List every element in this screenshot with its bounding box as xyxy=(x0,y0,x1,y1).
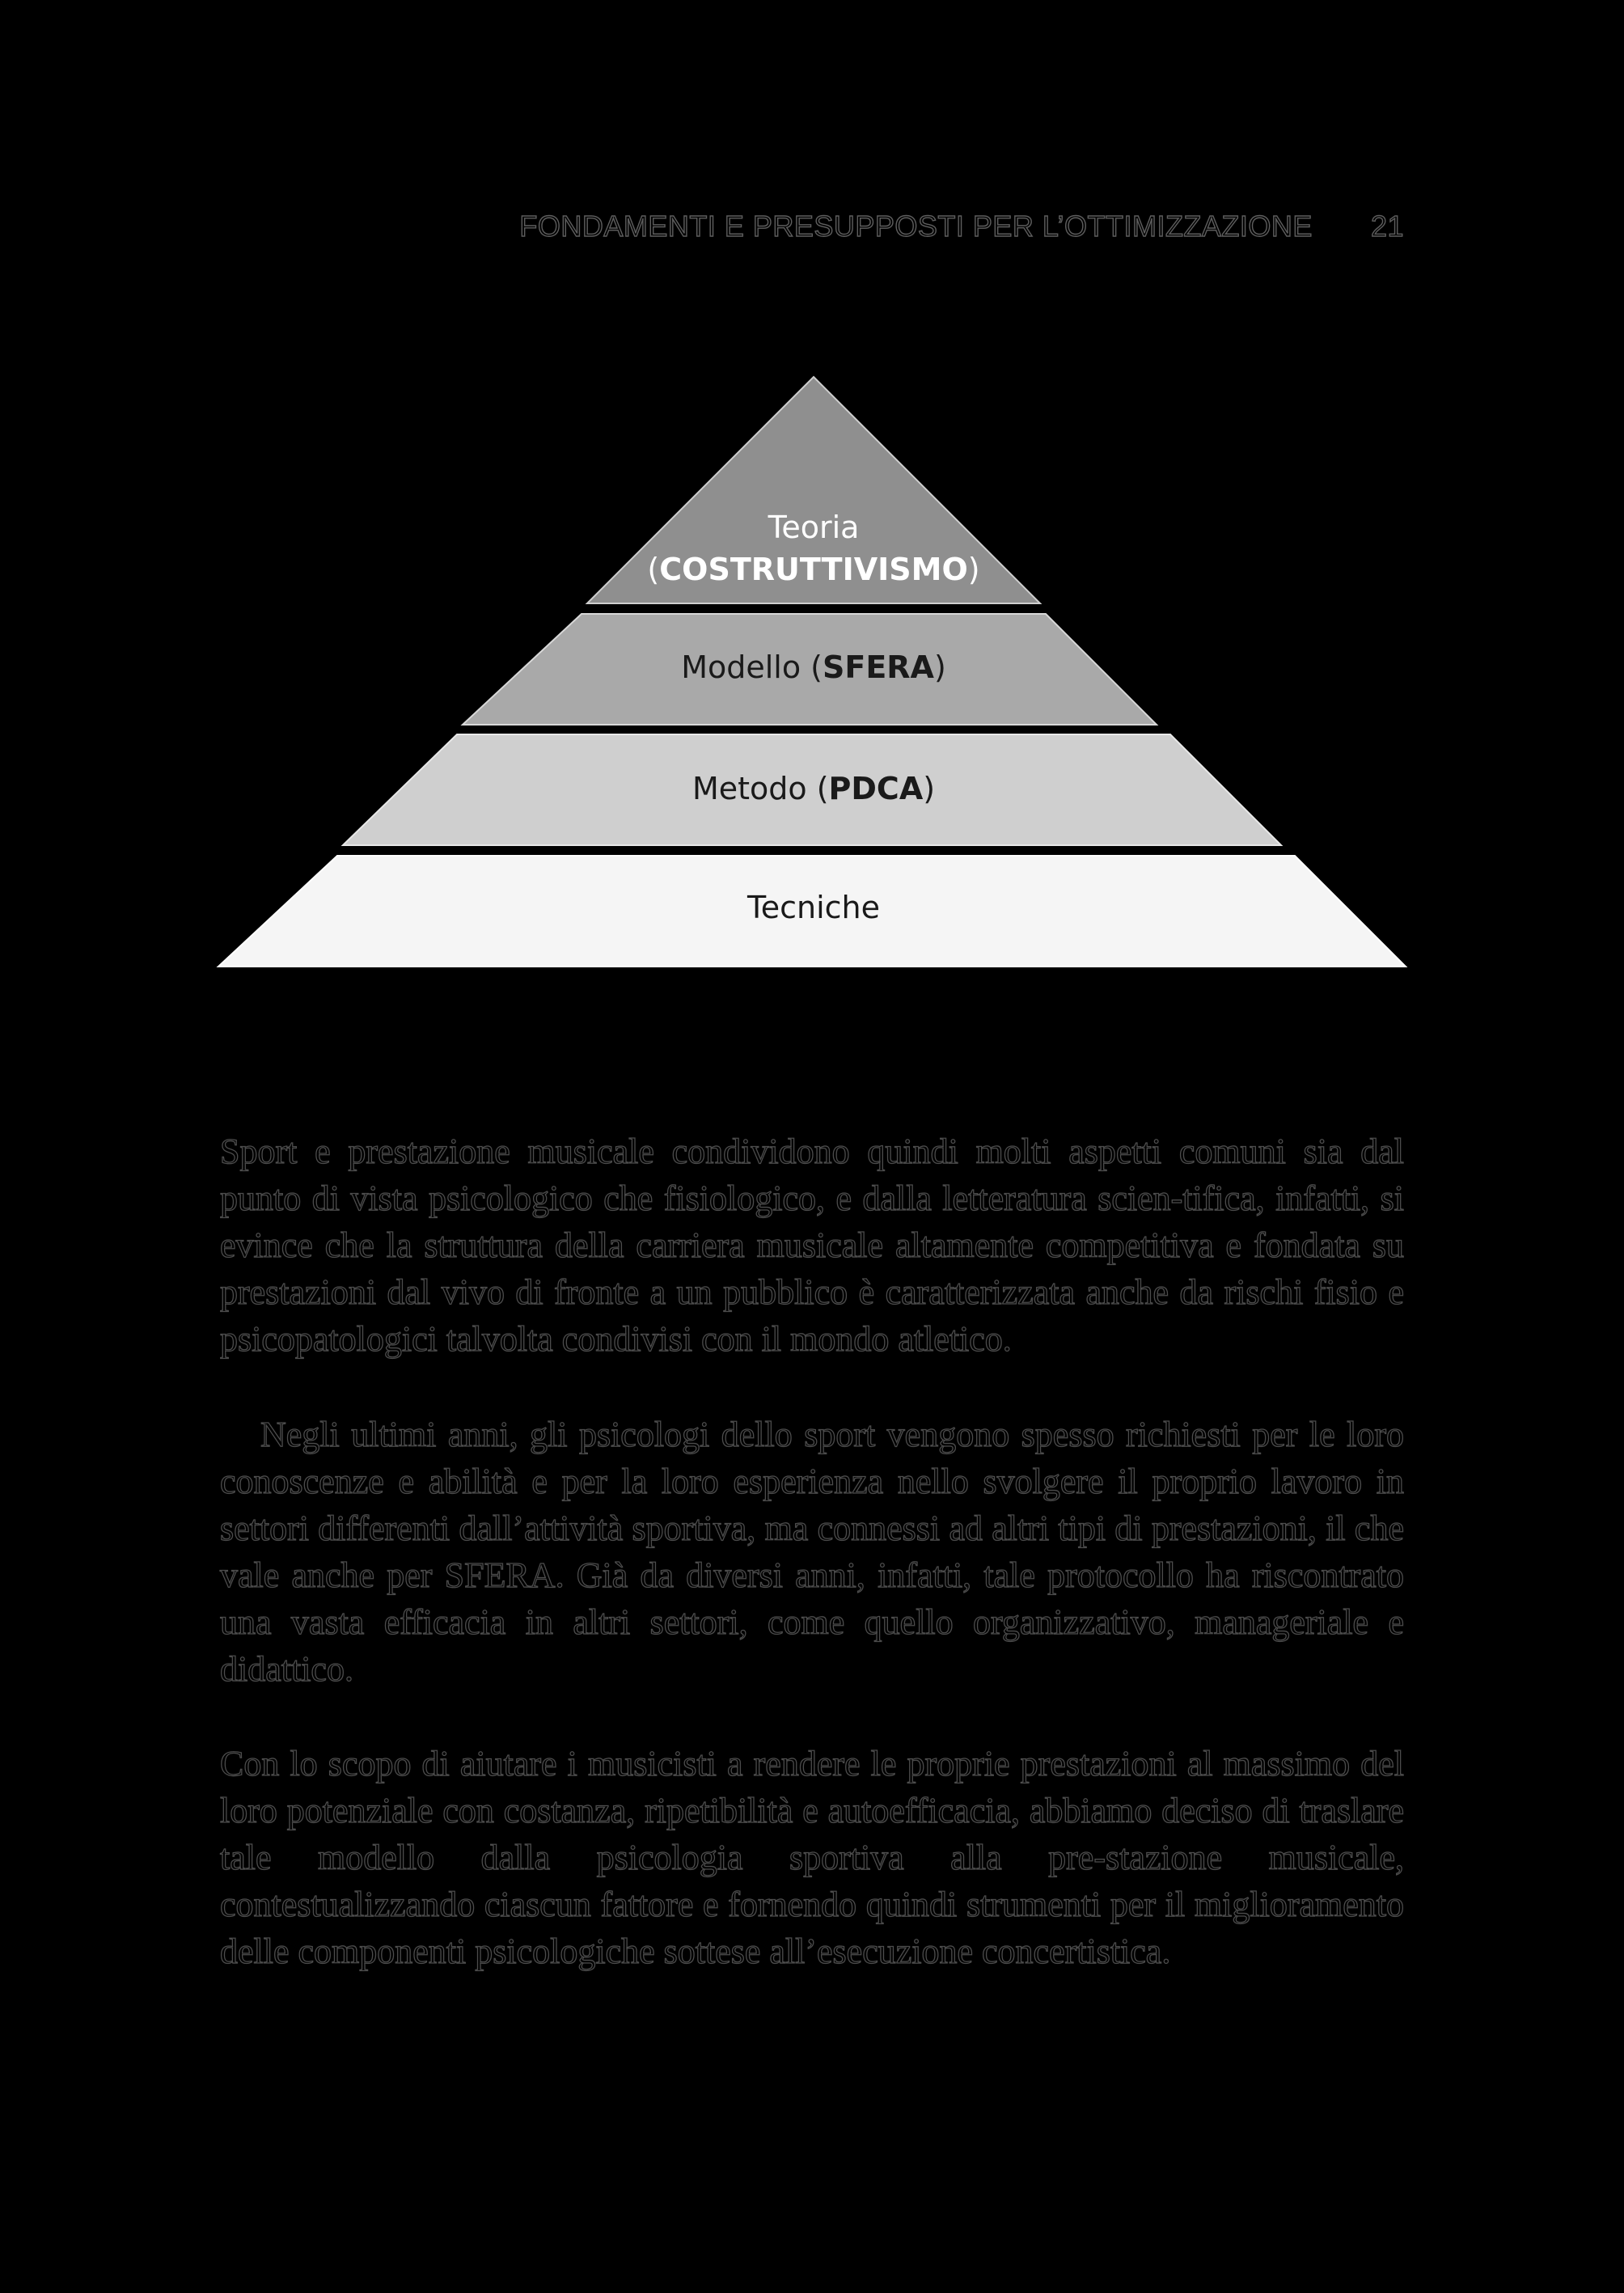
pyramid-label-theory-line2: (COSTRUTTIVISMO) xyxy=(647,552,980,587)
pyramid-label-techniques: Tecniche xyxy=(746,890,881,925)
page-number: 21 xyxy=(1370,209,1404,243)
pyramid-label-theory-bold: COSTRUTTIVISMO xyxy=(659,552,968,587)
pyramid-label-method: Metodo (PDCA) xyxy=(691,771,936,806)
pyramid-label-model: Modello (SFERA) xyxy=(681,649,946,685)
pyramid-label-theory-line1: Teoria xyxy=(768,510,860,545)
pyramid-label-model-bold: SFERA xyxy=(823,649,934,685)
running-head-title: FONDAMENTI E PRESUPPOSTI PER L’OTTIMIZZAZIONE xyxy=(519,209,1313,243)
body-paragraph-1: Sport e prestazione musicale condividono quindi molti aspetti comuni sia dal punto di vista psicologico che fisiologico, e dalla letteratura scien-tifica, infatti, si evince che la struttura della carriera musicale altamente competitiva e fondata su prestazioni dal vivo di fronte a un pubblico è caratterizzata anche da rischi fisio e psicopatologici talvolta condivisi con il mondo atletico. xyxy=(220,1132,1404,1359)
body-paragraph-2: Negli ultimi anni, gli psicologi dello sport vengono spesso richiesti per le loro conoscenze e abilità e per la loro esperienza nello svolgere il proprio lavoro in settori differenti dall’attività sportiva, ma connessi ad altri tipi di prestazioni, il che vale anche per SFERA. Già da diversi anni, infatti, tale protocollo ha riscontrato una vasta efficacia in altri settori, come quello organizzativo, manageriale e didattico. xyxy=(220,1415,1404,1689)
pyramid-label-method-bold: PDCA xyxy=(828,771,924,806)
body-paragraph-3: Con lo scopo di aiutare i musicisti a rendere le proprie prestazioni al massimo del loro potenziale con costanza, ripetibilità e autoefficacia, abbiamo deciso di traslare tale modello dalla psicologia sportiva alla pre-stazione musicale, contestualizzando ciascun fattore e fornendo quindi strumenti per il miglioramento delle componenti psicologiche sottese all’esecuzione concertistica. xyxy=(220,1744,1404,1971)
pyramid-label-theory xyxy=(647,506,979,590)
